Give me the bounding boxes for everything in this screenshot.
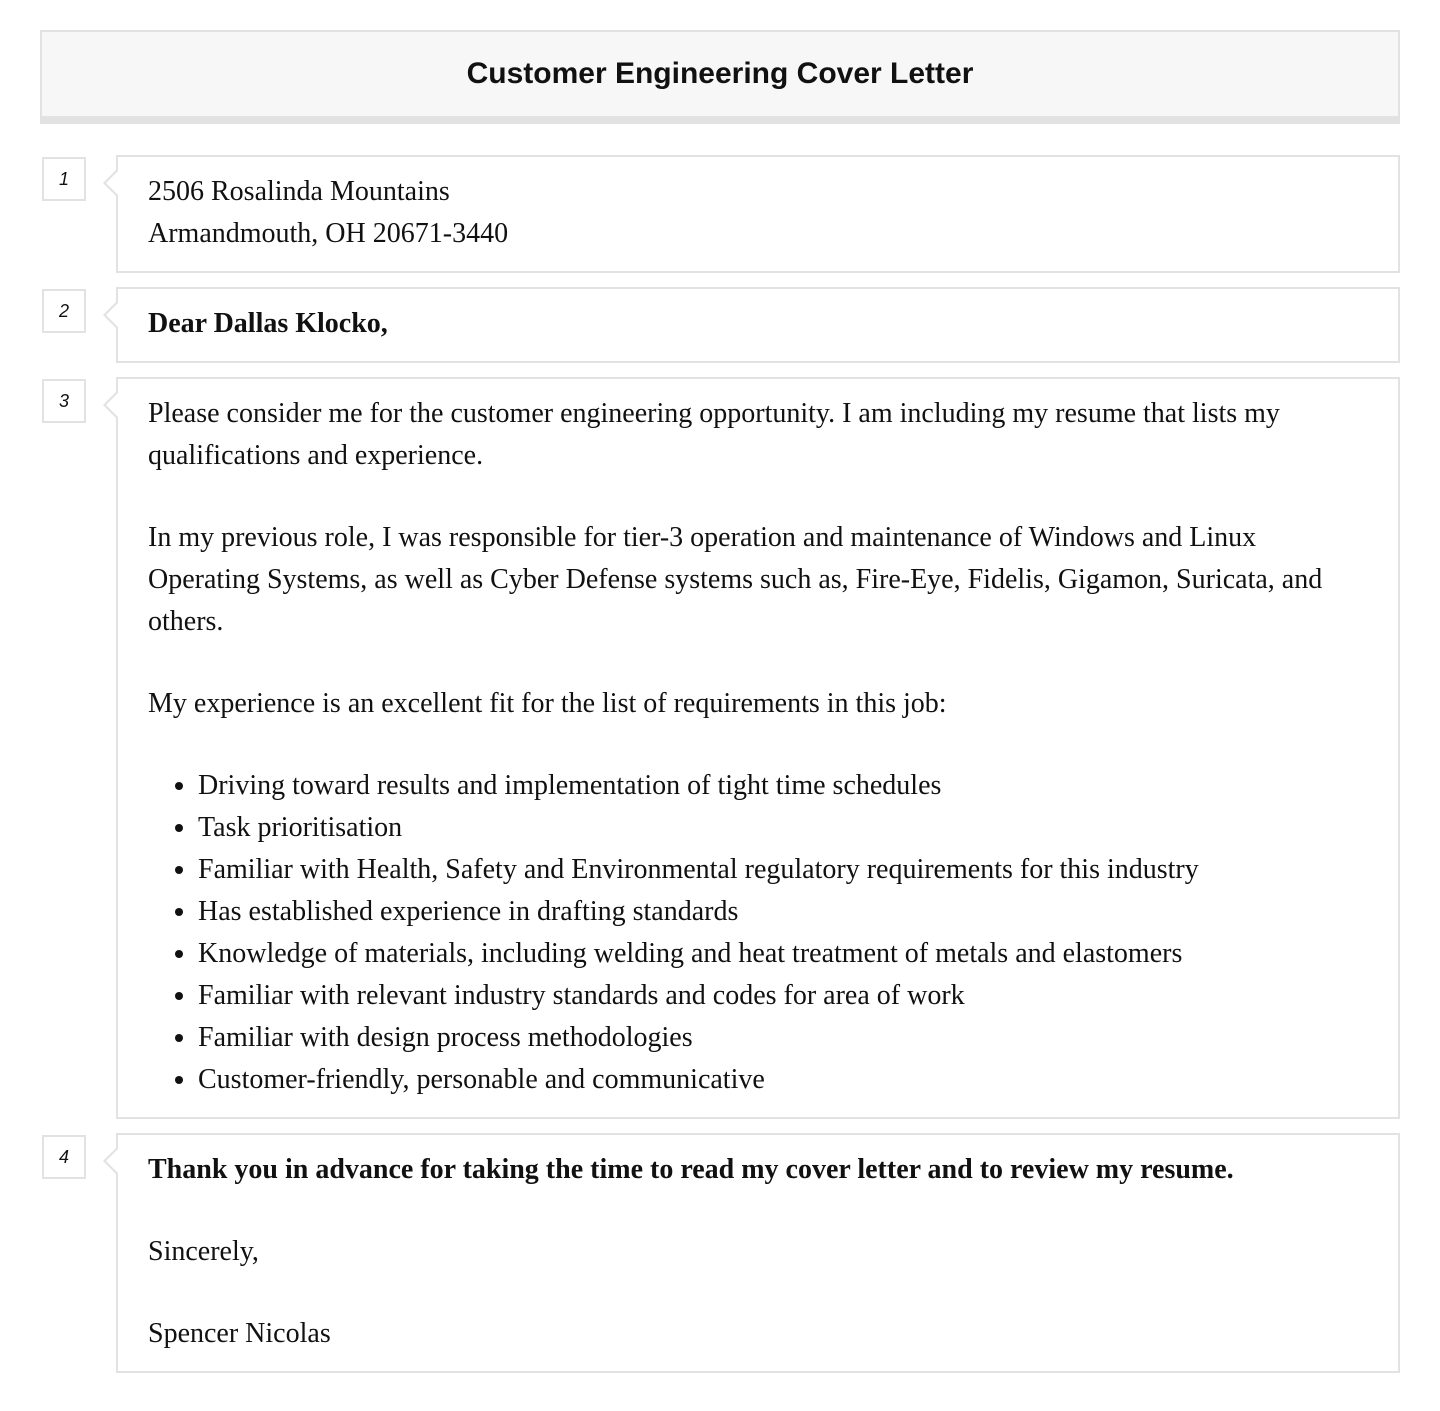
closing-statement: Thank you in advance for taking the time to read my cover letter and to review my resume. xyxy=(148,1154,1234,1185)
closing-block xyxy=(116,1133,1400,1373)
signature: Spencer Nicolas xyxy=(148,1318,331,1349)
body-paragraph-1: Please consider me for the customer engineering opportunity. I am including my resume that lists my qualifications and experience. xyxy=(148,398,1280,471)
body-block xyxy=(116,377,1400,1119)
body-paragraph-3: My experience is an excellent fit for the list of requirements in this job: xyxy=(148,688,947,719)
salutation: Dear Dallas Klocko, xyxy=(148,308,388,339)
list-item: • Customer-friendly, personable and communicative xyxy=(198,1059,1368,1101)
section-number: 4 xyxy=(42,1135,86,1179)
body-paragraph-2: In my previous role, I was responsible for tier-3 operation and maintenance of Windows and Linux Operating Systems, as well as Cyber Defense systems such as, Fire-Eye, Fidelis, Gigamon, Suricata, and others. xyxy=(148,522,1323,637)
address-block xyxy=(116,155,1400,273)
list-item: • Task prioritisation xyxy=(198,807,1368,849)
address-line-2: Armandmouth, OH 20671-3440 xyxy=(148,218,509,249)
section-number: 3 xyxy=(42,379,86,423)
requirements-list xyxy=(148,765,1368,1101)
list-item: • Knowledge of materials, including welding and heat treatment of metals and elastomers xyxy=(198,933,1368,975)
list-item: • Familiar with design process methodologies xyxy=(198,1017,1368,1059)
document-header xyxy=(40,30,1400,124)
address-line-1: 2506 Rosalinda Mountains xyxy=(148,176,450,207)
salutation-block xyxy=(116,287,1400,363)
list-item: • Driving toward results and implementation of tight time schedules xyxy=(198,765,1368,807)
list-item: • Familiar with Health, Safety and Environmental regulatory requirements for this industry xyxy=(198,849,1368,891)
page-title: Customer Engineering Cover Letter xyxy=(466,57,974,90)
section-number: 1 xyxy=(42,157,86,201)
section-number: 2 xyxy=(42,289,86,333)
list-item: • Familiar with relevant industry standards and codes for area of work xyxy=(198,975,1368,1017)
signoff: Sincerely, xyxy=(148,1236,259,1267)
list-item: • Has established experience in drafting standards xyxy=(198,891,1368,933)
